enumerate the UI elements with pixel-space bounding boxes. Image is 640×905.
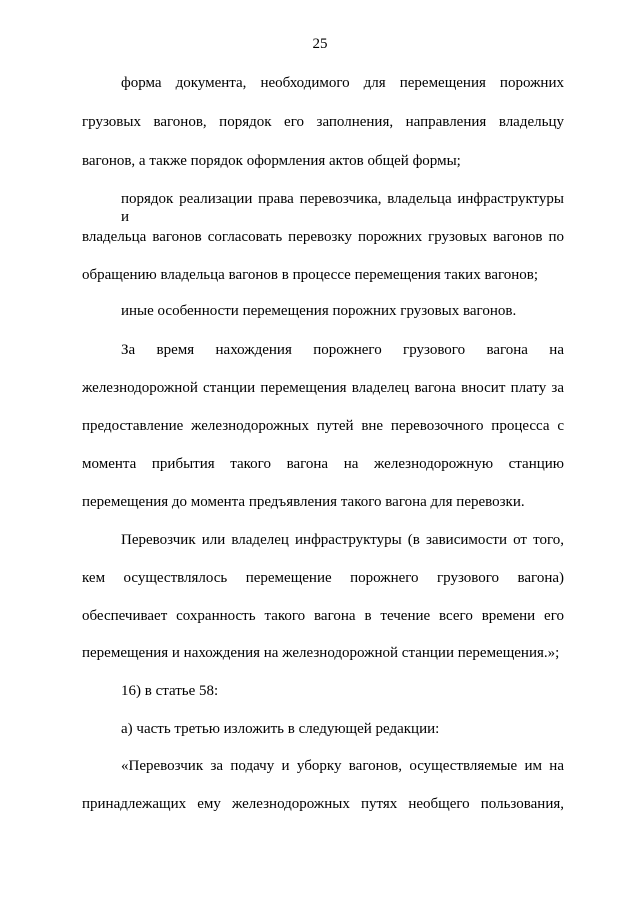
page-number: 25 bbox=[312, 36, 328, 52]
text-line: иные особенности перемещения порожних грузовых вагонов. bbox=[121, 303, 517, 319]
text-line: момента прибытия такого вагона на железнодорожную станцию bbox=[82, 456, 564, 472]
text-line: перемещения до момента предъявления такого вагона для перевозки. bbox=[82, 494, 525, 510]
text-line: «Перевозчик за подачу и уборку вагонов, осуществляемые им на bbox=[121, 758, 564, 774]
text-line: порядок реализации права перевозчика, владельца инфраструктуры и bbox=[121, 191, 564, 225]
text-line: а) часть третью изложить в следующей редакции: bbox=[121, 721, 440, 737]
text-line: 16) в статье 58: bbox=[121, 683, 219, 699]
text-line: грузовых вагонов, порядок его заполнения, направления владельцу bbox=[82, 114, 564, 130]
text-line: предоставление железнодорожных путей вне перевозочного процесса с bbox=[82, 418, 564, 434]
text-line: железнодорожной станции перемещения владелец вагона вносит плату за bbox=[82, 380, 564, 396]
text-line: вагонов, а также порядок оформления актов общей формы; bbox=[82, 153, 461, 169]
text-line: Перевозчик или владелец инфраструктуры (в зависимости от того, bbox=[121, 532, 564, 548]
text-line: владельца вагонов согласовать перевозку порожних грузовых вагонов по bbox=[82, 229, 564, 245]
text-line: обращению владельца вагонов в процессе перемещения таких вагонов; bbox=[82, 267, 539, 283]
text-line: форма документа, необходимого для перемещения порожних bbox=[121, 75, 564, 91]
text-line: принадлежащих ему железнодорожных путях необщего пользования, bbox=[82, 796, 564, 812]
text-line: обеспечивает сохранность такого вагона в течение всего времени его bbox=[82, 608, 564, 624]
text-line: перемещения и нахождения на железнодорожной станции перемещения.»; bbox=[82, 645, 560, 661]
text-line: За время нахождения порожнего грузового вагона на bbox=[121, 342, 564, 358]
text-line: кем осуществлялось перемещение порожнего грузового вагона) bbox=[82, 570, 564, 586]
